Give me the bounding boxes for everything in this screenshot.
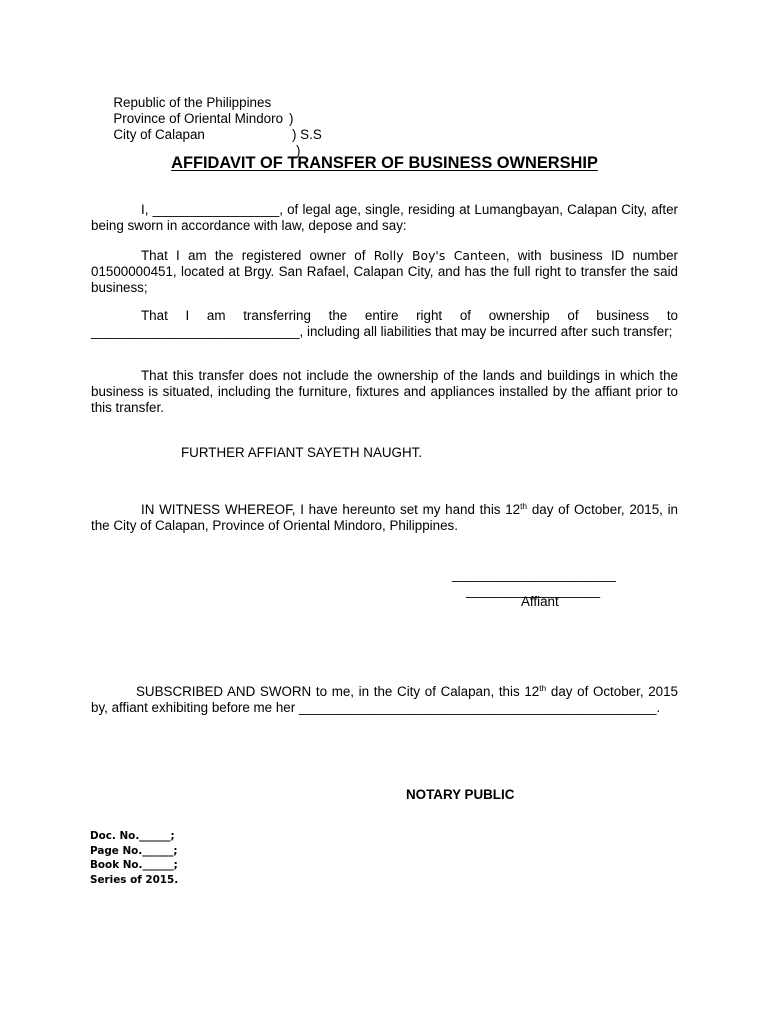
further-affiant-statement: FURTHER AFFIANT SAYETH NAUGHT. (181, 445, 423, 460)
signature-line-lower: __________________ (466, 583, 601, 598)
paragraph-owner-text-b: , with business ID number 01500000451, located at Brgy. San Rafael, Calapan City, and has the full right to transfer the said business; (91, 248, 678, 295)
jurat-ordinal-suffix: th (539, 683, 547, 693)
venue-bracket-3: ) (296, 143, 301, 158)
register-doc-no: Doc. No.______; (90, 830, 175, 842)
paragraph-jurat (91, 684, 678, 716)
venue-caption (91, 79, 391, 158)
paragraph-owner-text-a: That I am the registered owner of (141, 248, 374, 263)
paragraph-transfer-text: That I am transferring the entire right of ownership of business to ____________________________, including all liabilities that may be incurred after such transfer; (91, 308, 678, 339)
signature-line-upper: ______________________ (452, 567, 616, 582)
paragraph-exclusion (91, 368, 678, 416)
business-name: Rolly Boy's Canteen (373, 248, 506, 263)
venue-province: Province of Oriental Mindoro (113, 111, 284, 126)
register-page-no: Page No.______; (90, 844, 178, 857)
witness-text-b: day of October, 2015, in the City of Calapan, Province of Oriental Mindoro, Philippines. (91, 502, 679, 533)
register-series: Series of 2015. (90, 873, 179, 886)
venue-bracket-ss: ) S.S (292, 127, 322, 142)
document-title (91, 154, 678, 172)
venue-city: City of Calapan (113, 127, 205, 142)
paragraph-exclusion-text: That this transfer does not include the ownership of the lands and buildings in which the business is situated, including the furniture, fixtures and appliances installed by the affiant prior to this transfer. (91, 368, 678, 415)
paragraph-transfer (91, 308, 678, 340)
affiant-label: Affiant (521, 594, 559, 609)
paragraph-intro-text: I, _________________, of legal age, single, residing at Lumangbayan, Calapan City, after being sworn in accordance with law, depose and say: (91, 202, 678, 233)
venue-bracket-1: ) (289, 111, 294, 126)
document-title-text: AFFIDAVIT OF TRANSFER OF BUSINESS OWNERSHIP (171, 154, 598, 172)
venue-country: Republic of the Philippines (113, 95, 272, 110)
paragraph-owner (91, 248, 678, 296)
notarial-register (90, 829, 290, 887)
jurat-text-a: SUBSCRIBED AND SWORN to me, in the City of Calapan, this 12 (136, 684, 540, 699)
witness-text-a: IN WITNESS WHEREOF, I have hereunto set my hand this 12 (141, 502, 521, 517)
jurat-text-b: day of October, 2015 by, affiant exhibiting before me her ________________________________________________. (91, 684, 678, 715)
register-book-no: Book No.______; (90, 859, 178, 872)
witness-ordinal-suffix: th (520, 501, 528, 511)
paragraph-witness (91, 502, 678, 534)
paragraph-intro (91, 202, 678, 234)
notary-public-label: NOTARY PUBLIC (406, 787, 515, 802)
